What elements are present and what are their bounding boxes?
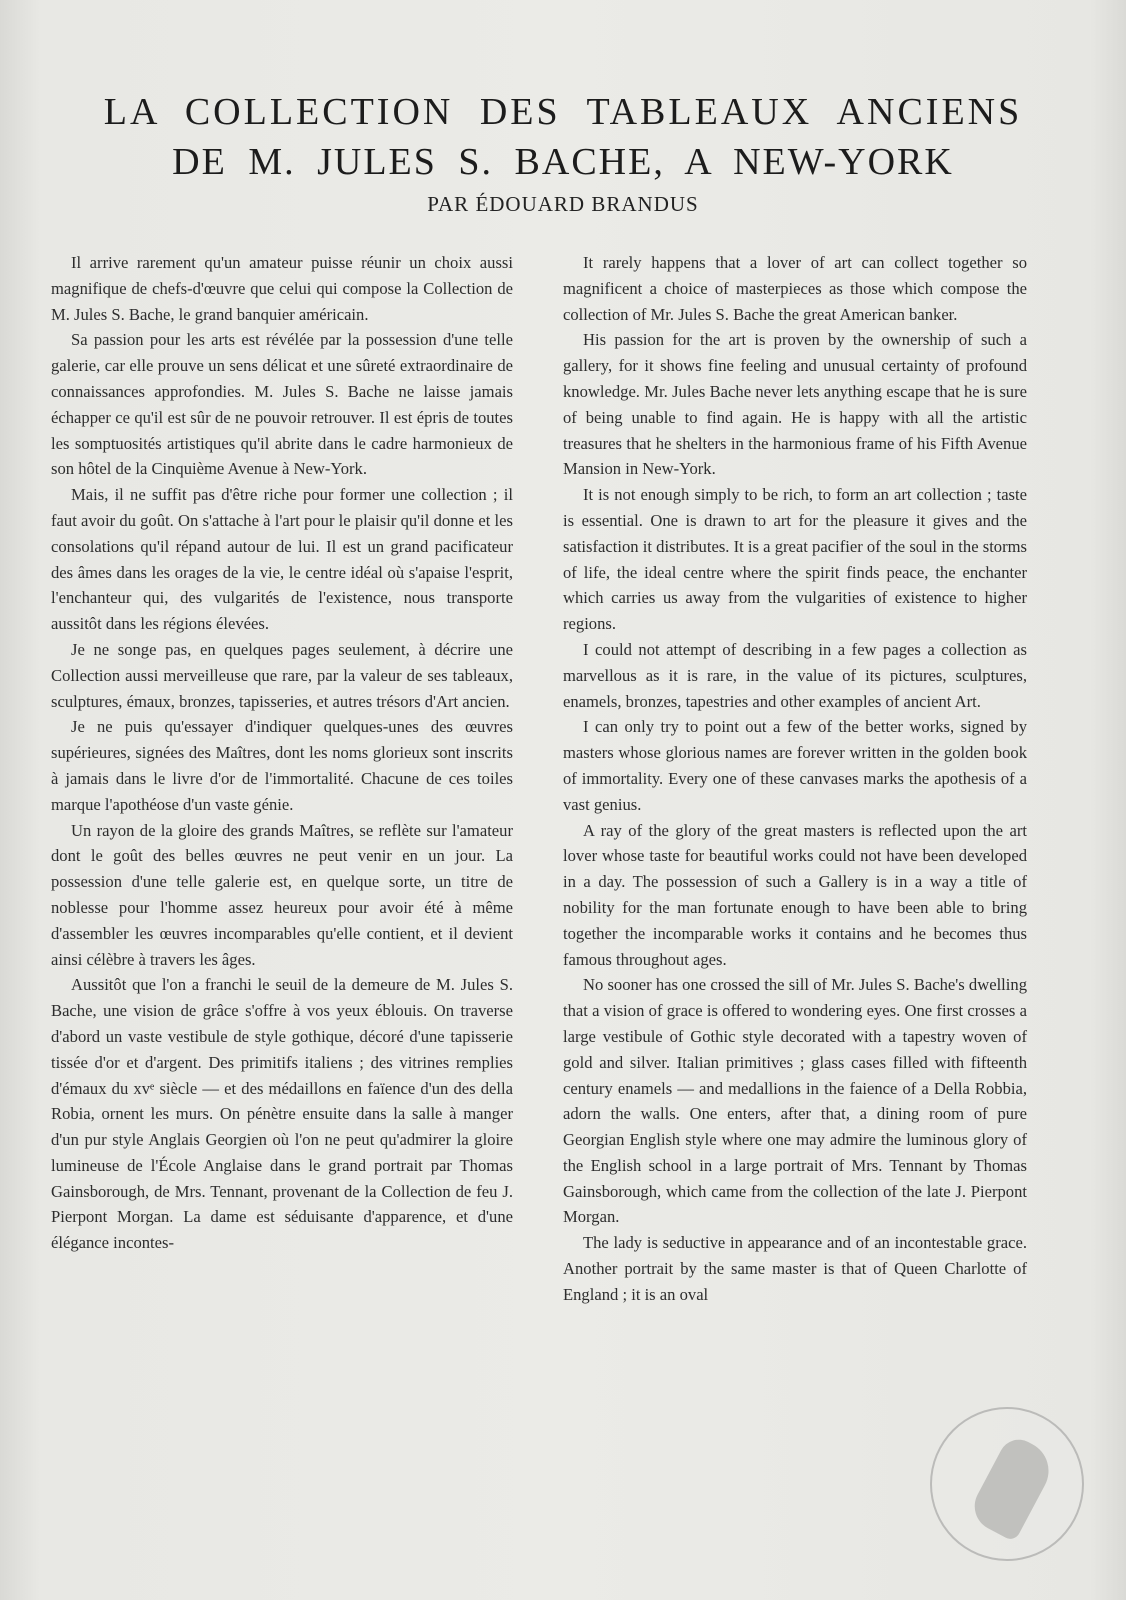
english-paragraph: His passion for the art is proven by the ownership of such a gallery, for it shows fine feeling and unusual certainty of profound knowledge. Mr. Jules Bache never lets anything escape that he is sure of being unable to find again. He is happy with all the artistic treasures that he shelters in the harmonious frame of his Fifth Avenue Mansion in New-York. [563,330,1027,479]
french-paragraph: Aussitôt que l'on a franchi le seuil de la demeure de M. Jules S. Bache, une vision de grâce s'offre à vos yeux éblouis. On traverse d'abord un vaste vestibule de style gothique, décoré d'une tapisserie tissée d'or et d'argent. Des primitifs italiens ; des vitrines remplies d'émaux du xvᵉ siècle — et des médaillons en faïence d'un des della Robia, ornent les murs. On pénètre ensuite dans la salle à manger d'un pur style Anglais Georgien où l'on ne peut qu'admirer la gloire lumineuse de l'École Anglaise dans le grand portrait par Thomas Gainsborough, de Mrs. Tennant, provenant de la Collection de feu J. Pierpont Morgan. La dame est séduisante d'apparence, et d'une élégance incontes- [51,975,513,1253]
english-paragraph: A ray of the glory of the great masters is reflected upon the art lover whose taste for beautiful works could not have been developed in a day. The possession of such a Gallery is in a way a title of nobility for the man fortunate enough to have been able to bring together the incomparable works it contains and he becomes thus famous throughout ages. [563,820,1027,969]
english-paragraph: I can only try to point out a few of the better works, signed by masters whose glorious names are forever written in the golden book of immortality. Every one of these canvases marks the apothesis of a vast genius. [563,717,1027,814]
english-column [563,250,1027,1308]
english-paragraph: The lady is seductive in appearance and of an incontestable grace. Another portrait by the same master is that of Queen Charlotte of England ; it is an oval [563,1233,1027,1304]
english-paragraph: It is not enough simply to be rich, to form an art collection ; taste is essential. One is drawn to art for the pleasure it gives and the satisfaction it distributes. It is a great pacifier of the soul in the storms of life, the ideal centre where the spirit finds peace, the enchanter which carries us away from the vulgarities of existence to higher regions. [563,485,1027,634]
french-column [51,250,513,1256]
french-paragraph: Il arrive rarement qu'un amateur puisse réunir un choix aussi magnifique de chefs-d'œuvre que celui qui compose la Collection de M. Jules S. Bache, le grand banquier américain. [51,253,513,324]
english-paragraph: It rarely happens that a lover of art can collect together so magnificent a choice of masterpieces as those which compose the collection of Mr. Jules S. Bache the great American banker. [563,253,1027,324]
article-title-line-2: DE M. JULES S. BACHE, A NEW-YORK [172,141,954,183]
article-title-line-1: LA COLLECTION DES TABLEAUX ANCIENS [103,91,1023,133]
french-paragraph: Je ne puis qu'essayer d'indiquer quelques-unes des œuvres supérieures, signées des Maîtres, dont les noms glorieux sont inscrits à jamais dans le livre d'or de l'immortalité. Chacune de ces toiles marque l'apothéose d'un vaste génie. [51,717,513,814]
french-paragraph: Je ne songe pas, en quelques pages seulement, à décrire une Collection aussi merveilleuse que rare, par la valeur de ses tableaux, sculptures, émaux, bronzes, tapisseries, et autres trésors d'Art ancien. [51,639,513,711]
french-paragraph: Sa passion pour les arts est révélée par la possession d'une telle galerie, car elle prouve un sens délicat et une sûreté extraordinaire de connaissances approfondies. M. Jules S. Bache ne laisse jamais échapper ce qu'il est sûr de ne pouvoir retrouver. Il est épris de toutes les somptuosités artistiques qu'il abrite dans le cadre harmonieux de son hôtel de la Cinquième Avenue à New-York. [51,330,513,479]
english-paragraph: No sooner has one crossed the sill of Mr. Jules S. Bache's dwelling that a vision of grace is offered to wondering eyes. One first crosses a large vestibule of Gothic style decorated with a tapestry woven of gold and silver. Italian primitives ; glass cases filled with fifteenth century enamels — and medallions in the faience of a Della Robbia, adorn the walls. One enters, after that, a dining room of pure Georgian English style where one may admire the luminous glory of the English school in a large portrait of Mrs. Tennant by Thomas Gainsborough, which came from the collection of the late J. Pierpont Morgan. [563,975,1027,1227]
french-paragraph: Mais, il ne suffit pas d'être riche pour former une collection ; il faut avoir du goût. On s'attache à l'art pour le plaisir qu'il donne et les consolations qu'il répand autour de lui. Il est un grand pacificateur des âmes dans les orages de la vie, le centre idéal où s'apaise l'esprit, l'enchanteur qui, des vulgarités de l'existence, nous transporte aussitôt dans les régions élevées. [51,485,513,634]
author-byline: PAR ÉDOUARD BRANDUS [427,192,699,216]
english-paragraph: I could not attempt of describing in a few pages a collection as marvellous as it is rare, in the value of its pictures, sculptures, enamels, bronzes, tapestries and other examples of ancient Art. [563,639,1027,711]
french-paragraph: Un rayon de la gloire des grands Maîtres, se reflète sur l'amateur dont le goût des belles œuvres ne peut venir en un jour. La possession d'une telle galerie est, en quelque sorte, un titre de noblesse pour l'homme assez heureux pour avoir été à même d'assembler les œuvres incomparables qu'elle contient, et il devient ainsi célèbre à travers les âges. [51,820,513,969]
